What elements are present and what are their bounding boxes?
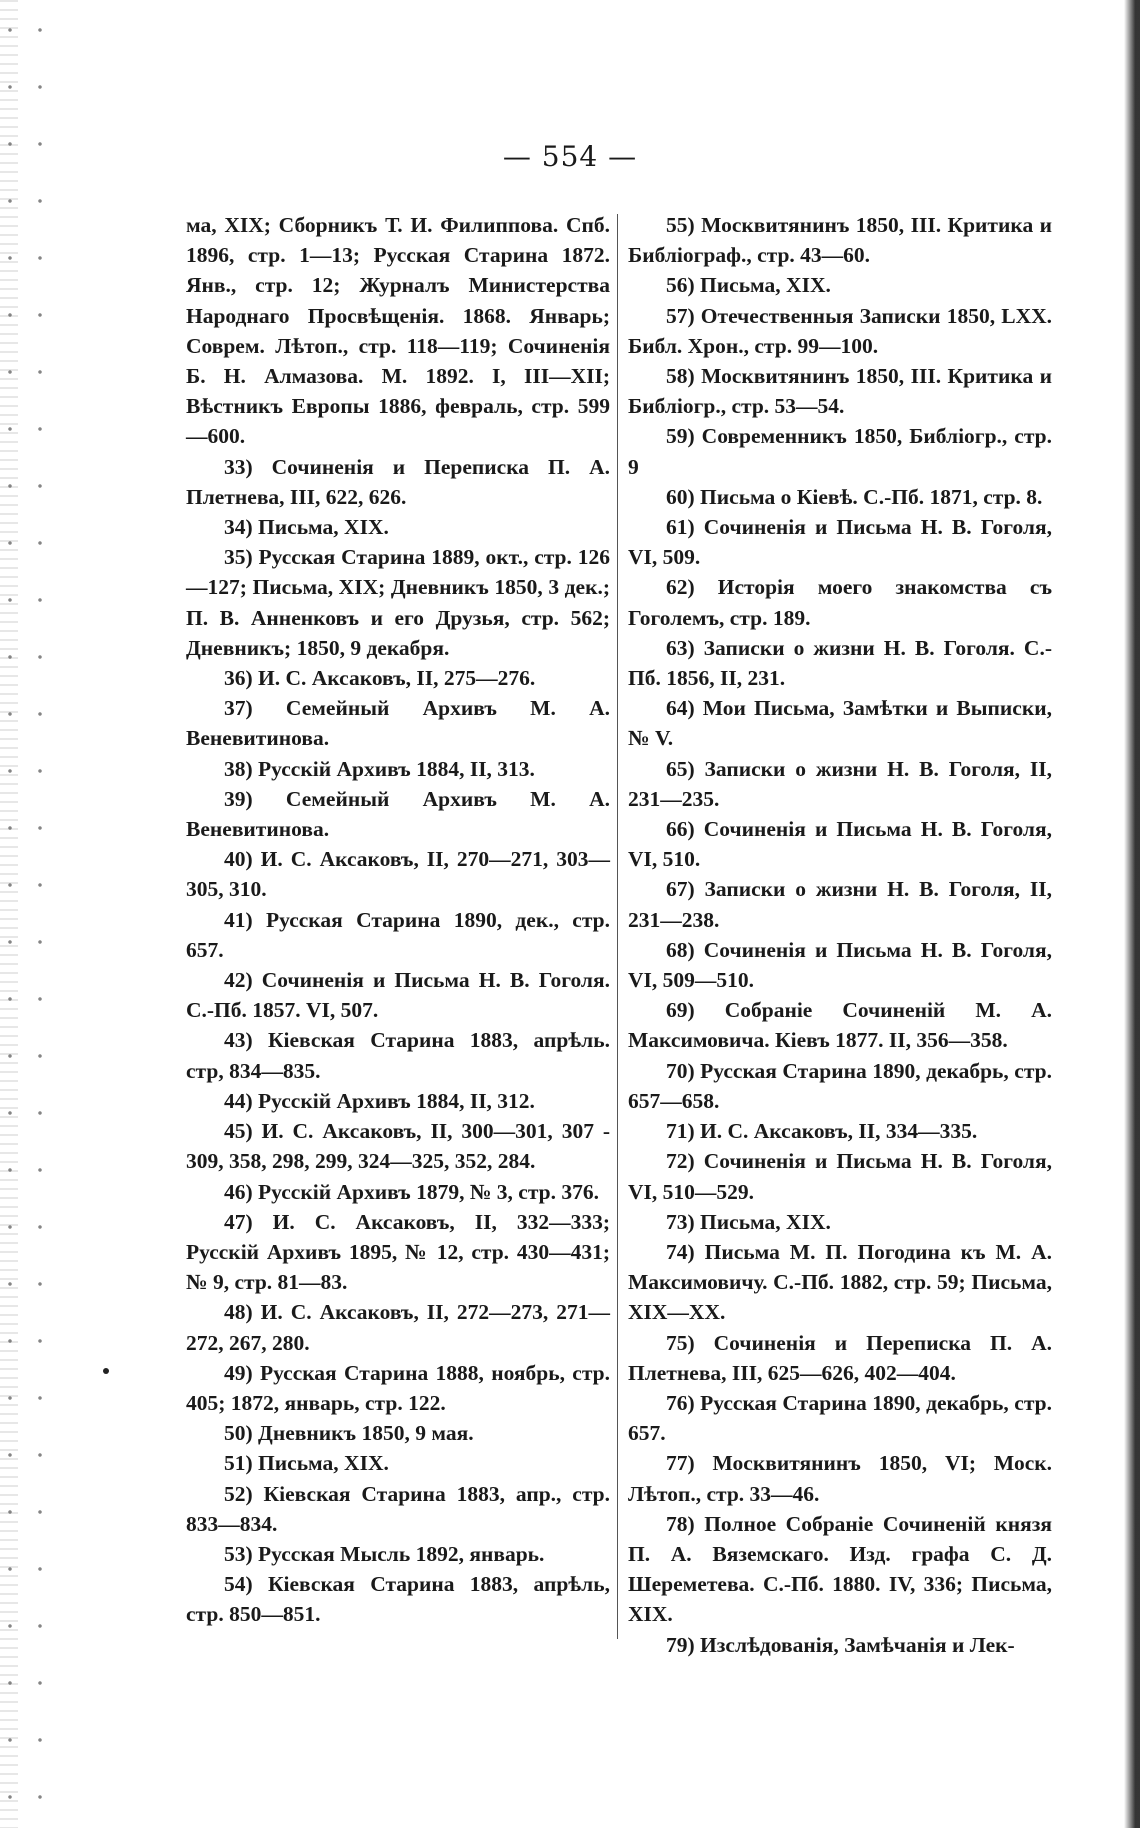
footnote-entry: 53) Русская Мысль 1892, январь. (224, 1541, 545, 1566)
footnote-entry: 56) Письма, XIX. (666, 273, 831, 298)
page-number: — 554 — (502, 140, 638, 173)
footnote-entry: 44) Русскій Архивъ 1884, II, 312. (224, 1088, 535, 1113)
footnote-entry: 50) Дневникъ 1850, 9 мая. (224, 1421, 474, 1446)
footnote-entry: 74) Письма М. П. Погодина къ М. А. Максимовичу. С.-Пб. 1882, стр. 59; Письма, XIX—XX. (628, 1239, 1052, 1325)
footnote-entry: 71) И. С. Аксаковъ, II, 334—335. (666, 1119, 978, 1144)
footnote-entry: 77) Москвитянинъ 1850, VI; Моск. Лѣтоп., стр. 33—46. (628, 1451, 1052, 1506)
footnote-entry: 33) Сочиненія и Переписка П. А. Плетнева, III, 622, 626. (186, 454, 610, 509)
footnote-entry: 64) Мои Письма, Замѣтки и Выписки, № V. (628, 696, 1052, 751)
footnote-entry: 35) Русская Старина 1889, окт., стр. 126—127; Письма, XIX; Дневникъ 1850, 3 дек.; П. В. Анненковъ и его Друзья, стр. 562; Дневникъ; 1850, 9 декабря. (186, 545, 610, 660)
footnote-entry: 69) Собраніе Сочиненій М. А. Максимовича. Кіевъ 1877. II, 356—358. (628, 998, 1052, 1053)
footnote-entry: 51) Письма, XIX. (224, 1451, 389, 1476)
footnote-entry: 45) И. С. Аксаковъ, II, 300—301, 307 - 309, 358, 298, 299, 324—325, 352, 284. (186, 1119, 610, 1174)
scan-speckle-left-edge (0, 0, 44, 1828)
footnote-entry: 57) Отечественныя Записки 1850, LXX. Библ. Хрон., стр. 99—100. (628, 303, 1052, 358)
footnote-entry: 47) И. С. Аксаковъ, II, 332—333; Русскій Архивъ 1895, № 12, стр. 430—431; № 9, стр. 81—83. (186, 1209, 610, 1295)
footnote-entry: 73) Письма, XIX. (666, 1209, 831, 1234)
footnote-entry: 36) И. С. Аксаковъ, II, 275—276. (224, 666, 536, 691)
left-column (186, 210, 610, 1630)
footnote-entry: 40) И. С. Аксаковъ, II, 270—271, 303—305, 310. (186, 847, 610, 902)
footnote-entry: 62) Исторія моего знакомства съ Гоголемъ, стр. 189. (628, 575, 1052, 630)
footnote-entry: 65) Записки о жизни Н. В. Гоголя, II, 231—235. (628, 756, 1052, 811)
footnote-entry: 66) Сочиненія и Письма Н. В. Гоголя, VI, 510. (628, 817, 1052, 872)
column-divider (617, 214, 618, 1639)
footnote-entry: 63) Записки о жизни Н. В. Гоголя. С.-Пб. 1856, II, 231. (628, 635, 1052, 691)
scan-dark-right-edge (1124, 0, 1140, 1828)
footnote-entry: 59) Современникъ 1850, Библіогр., стр. 9 (628, 424, 1052, 479)
footnote-entry: 76) Русская Старина 1890, декабрь, стр. 657. (628, 1390, 1052, 1446)
footnote-entry: 58) Москвитянинъ 1850, III. Критика и Библіогр., стр. 53—54. (628, 364, 1052, 419)
right-column (628, 210, 1052, 1660)
footnote-entry: 41) Русская Старина 1890, дек., стр. 657. (186, 907, 610, 962)
footnote-entry: 43) Кіевская Старина 1883, апрѣль. стр, 834—835. (186, 1028, 610, 1083)
footnote-entry: 39) Семейный Архивъ М. А. Веневитинова. (186, 786, 610, 842)
footnote-entry: 49) Русская Старина 1888, ноябрь, стр. 405; 1872, январь, стр. 122. (186, 1360, 610, 1415)
footnote-entry: 54) Кіевская Старина 1883, апрѣль, стр. 850—851. (186, 1572, 610, 1627)
scan-dot (103, 1368, 109, 1374)
footnote-entry: 48) И. С. Аксаковъ, II, 272—273, 271—272, 267, 280. (186, 1300, 610, 1355)
footnote-entry: 68) Сочиненія и Письма Н. В. Гоголя, VI, 509—510. (628, 937, 1052, 993)
footnote-entry: 52) Кіевская Старина 1883, апр., стр. 833—834. (186, 1481, 610, 1536)
footnote-entry: 61) Сочиненія и Письма Н. В. Гоголя, VI, 509. (628, 515, 1052, 570)
footnote-entry: 70) Русская Старина 1890, декабрь, стр. 657—658. (628, 1058, 1052, 1113)
footnote-entry: 42) Сочиненія и Письма Н. В. Гоголя. С.-Пб. 1857. VI, 507. (186, 968, 610, 1023)
footnote-entry: 60) Письма о Кіевѣ. С.-Пб. 1871, стр. 8. (666, 484, 1043, 509)
footnote-entry: 78) Полное Собраніе Сочиненій князя П. А. Вяземскаго. Изд. графа С. Д. Шереметева. С.-Пб. 1880. IV, 336; Письма, XIX. (628, 1511, 1052, 1627)
footnote-entry: 34) Письма, XIX. (224, 515, 389, 540)
footnote-entry: 75) Сочиненія и Переписка П. А. Плетнева, III, 625—626, 402—404. (628, 1330, 1052, 1385)
footnote-entry: ма, XIX; Сборникъ Т. И. Филиппова. Спб. 1896, стр. 1—13; Русская Старина 1872. Янв., стр. 12; Журналъ Министерства Народнаго Просвѣщенія. 1868. Январь; Соврем. Лѣтоп., стр. 118—119; Сочиненія Б. Н. Алмазова. М. 1892. I, III—XII; Вѣстникъ Европы 1886, февраль, стр. 599—600. (186, 213, 610, 449)
footnote-entry: 38) Русскій Архивъ 1884, II, 313. (224, 756, 535, 781)
footnote-entry: 67) Записки о жизни Н. В. Гоголя, II, 231—238. (628, 877, 1052, 932)
footnote-entry: 55) Москвитянинъ 1850, III. Критика и Библіограф., стр. 43—60. (628, 213, 1052, 268)
footnote-entry: 37) Семейный Архивъ М. А. Веневитинова. (186, 696, 610, 751)
footnote-entry: 72) Сочиненія и Письма Н. В. Гоголя, VI, 510—529. (628, 1149, 1052, 1204)
footnote-entry: 79) Изслѣдованія, Замѣчанія и Лек- (666, 1632, 1015, 1657)
footnote-entry: 46) Русскій Архивъ 1879, № 3, стр. 376. (224, 1179, 600, 1204)
